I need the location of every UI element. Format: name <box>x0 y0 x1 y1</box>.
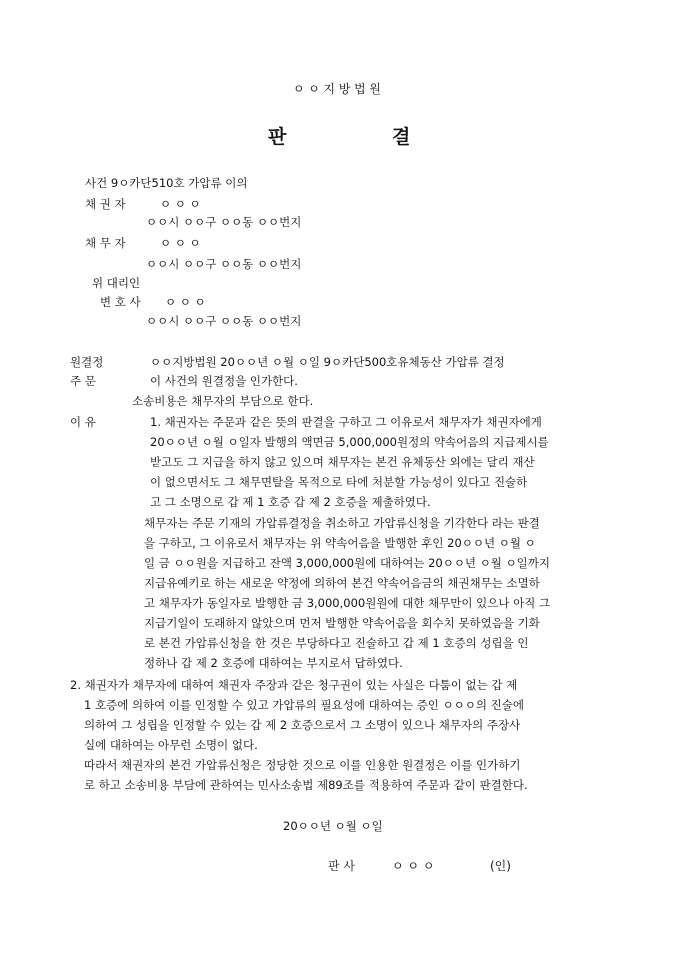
title-char-right: 결 <box>392 126 411 148</box>
para2-line: 지급유예키로 하는 새로운 약정에 의하여 본건 약속어음금의 채권채무는 소멸하 <box>144 576 540 590</box>
para3-line: 1 호증에 의하여 이를 인정할 수 있고 가압류의 필요성에 대하여는 증인 ㅇㅇㅇ의 진술에 <box>84 698 524 712</box>
judge-label: 판 사 <box>328 859 355 873</box>
para2-line: 정하나 갑 제 2 호증에 대하여는 부지로서 답하였다. <box>144 656 403 670</box>
judge-seal: (인) <box>490 859 511 873</box>
original-decision-text: ㅇㅇ지방법원 20ㅇㅇ년 ㅇ월 ㅇ일 9ㅇ카단500호유체동산 가압류 결정 <box>150 355 505 369</box>
lawyer-name: ㅇ ㅇ ㅇ <box>165 295 206 309</box>
lawyer-label: 변 호 사 <box>100 295 141 309</box>
para1-line: 20ㅇㅇ년 ㅇ월 ㅇ일자 발행의 액면금 5,000,000원정의 약속어음의 지급제시를 <box>150 435 549 449</box>
agent-label: 위 대리인 <box>92 276 141 290</box>
case-line: 사건 9ㅇ카단510호 가압류 이의 <box>85 176 248 190</box>
para1-line: 이 없으면서도 그 채무면탈을 목적으로 타에 처분할 가능성이 있다고 진술하 <box>150 475 528 489</box>
debtor-name: ㅇ ㅇ ㅇ <box>160 236 201 250</box>
judgment-date: 20ㅇㅇ년 ㅇ월 ㅇ일 <box>283 819 383 833</box>
para2-line: 채무자는 주문 기재의 가압류결정을 취소하고 가압류신청을 기각한다 라는 판결 <box>144 516 540 530</box>
debtor-address: ㅇㅇ시 ㅇㅇ구 ㅇㅇ동 ㅇㅇ번지 <box>146 257 302 271</box>
para2-line: 고 채무자가 동일자로 발행한 금 3,000,000원원에 대한 채무만이 있으나 아직 그 <box>144 596 551 610</box>
para3-line: 2. 채권자가 채무자에 대하여 채권자 주장과 같은 청구권이 있는 사실은 다툼이 없는 갑 제 <box>70 678 518 692</box>
creditor-name: ㅇ ㅇ ㅇ <box>160 197 201 211</box>
para1-line: 1. 채권자는 주문과 같은 뜻의 판결을 구하고 그 이유로서 채무자가 채권자에게 <box>150 415 542 429</box>
para2-line: 을 구하고, 그 이유로서 채무자는 위 약속어음을 발행한 후인 20ㅇㅇ년 ㅇ월 ㅇ <box>144 536 536 550</box>
para3-line: 실에 대하여는 아무런 소명이 없다. <box>84 738 258 752</box>
title-char-left: 판 <box>268 126 287 148</box>
para1-line: 받고도 그 지급을 하지 않고 있으며 채무자는 본건 유체동산 외에는 달리 재산 <box>150 455 535 469</box>
creditor-label: 채 권 자 <box>85 197 126 211</box>
para2-line: 지급기일이 도래하지 않았으며 먼저 발행한 약속어음을 회수치 못하였음을 기화 <box>144 616 540 630</box>
debtor-label: 채 무 자 <box>85 236 126 250</box>
para2-line: 로 본건 가압류신청을 한 것은 부당하다고 진술하고 갑 제 1 호증의 성립을 인 <box>144 636 529 650</box>
creditor-address: ㅇㅇ시 ㅇㅇ구 ㅇㅇ동 ㅇㅇ번지 <box>146 215 302 229</box>
original-decision-label: 원결정 <box>70 355 104 369</box>
judge-name: ㅇ ㅇ ㅇ <box>392 859 435 873</box>
para2-line: 일 금 ㅇㅇ원을 지급하고 잔액 3,000,000원에 대하여는 20ㅇㅇ년 ㅇ월 ㅇ일까지 <box>144 556 551 570</box>
para1-line: 고 그 소명으로 갑 제 1 호증 갑 제 2 호증을 제출하였다. <box>150 495 431 509</box>
reason-label: 이 유 <box>70 415 96 429</box>
para4-line: 로 하고 소송비용 부담에 관하여는 민사소송법 제89조를 적용하여 주문과 같이 판결한다. <box>84 778 528 792</box>
order-line-2: 소송비용은 채무자의 부담으로 한다. <box>132 394 314 408</box>
para4-line: 따라서 채권자의 본건 가압류신청은 정당한 것으로 이를 인용한 원결정은 이를 인가하기 <box>84 758 521 772</box>
para3-line: 의하여 그 성립을 인정할 수 있는 갑 제 2 호증으로서 그 소명이 있으나 채무자의 주장사 <box>84 718 521 732</box>
order-label: 주 문 <box>70 374 96 388</box>
lawyer-address: ㅇㅇ시 ㅇㅇ구 ㅇㅇ동 ㅇㅇ번지 <box>146 314 302 328</box>
order-line-1: 이 사건의 원결정을 인가한다. <box>150 374 298 388</box>
court-name: ㅇ ㅇ 지 방 법 원 <box>293 82 381 96</box>
